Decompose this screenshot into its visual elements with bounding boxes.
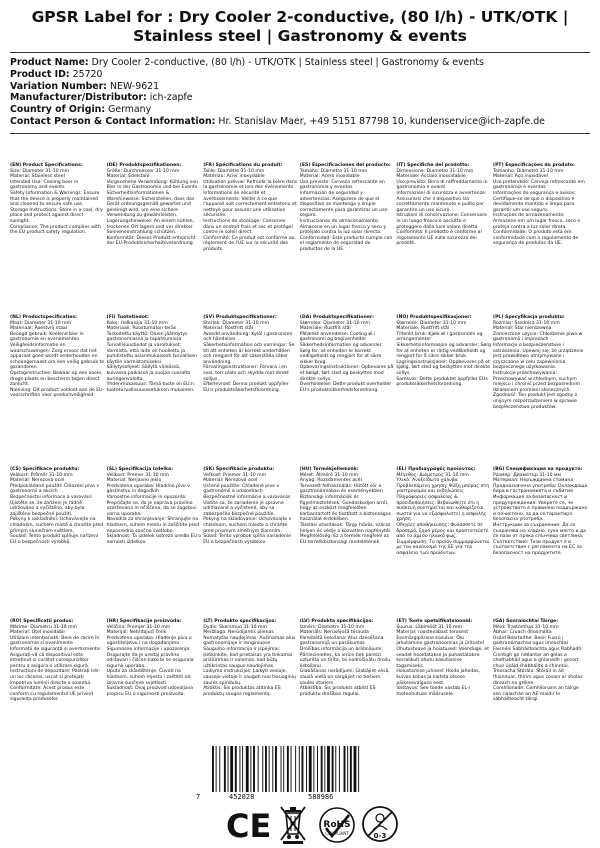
barcode-bar (224, 746, 226, 792)
spec-block (396, 163, 493, 315)
spec-body: Størrelse: Diameter 31-10 mm Materiale: Rustfrit stål Påtænkt anvendelse: Cooling øl i gastronomi og begivenheder Sikkerhedsinformation og advarsler: Sørg for, at enheden er korrekt vedligeholdt og rengjort for at sikre sikker brug. Opbevaringsinstruktioner: Opbevares på et køligt, tørt sted og beskyttes mod direkte sollys. Overholdelse: Dette produkt overholder EU's produktsikkerhedsforordning. (299, 320, 394, 393)
age-warning-text: 0-3 (373, 832, 387, 840)
spec-heading: (FR) Spécifications du produit: (203, 163, 283, 168)
spec-heading: (SL) Specifikacija izdelka: (106, 467, 173, 472)
barcode-bar (235, 746, 237, 792)
title-divider (10, 52, 590, 53)
spec-block (493, 315, 590, 467)
spec-body: Veľkosť: Priemer 31-10 mm Materiál: Nerezová oceľ Určené použitie: Chladené pivo v gastronómii a udalostiach Bezpečnostné informácie a varovania: Uistite sa, že zariadenie je správne udržiavané a vyčistené, aby sa zabezpečilo bezpečné použitie. Pokyny na skladovanie: Uchovávajte v chladnom, suchom mieste a chráňte pred priamym slnečným žiarením. Súlad: Tento výrobok spĺňa nariadenie EÚ o bezpečnosti výrobkov. (203, 472, 292, 545)
product-info (0, 57, 600, 128)
barcode-digit-lead: 7 (196, 793, 201, 801)
rohs-text: RoHS (323, 820, 351, 830)
barcode-bar (262, 746, 263, 792)
barcode-bar (230, 746, 233, 792)
info-row (10, 116, 590, 128)
spec-body: Méid: Trastomhas 31-10 mm Ábhar: Cruach dhosmálta Úsáid Beartaithe: Beoir Fuarú i gastranómachas agus imeachtaí Faisnéis Sábháilteachta agus Rabhadh: Cinntigh go ndéantar an gléas a chothabháil agus a ghlanadh i gceart chun úsáid shábháilte a chinntiú. Treoracha Stórála: Stóráil in áit fhionnuar, thirim agus cosain ar sholas díreach na gréine. Comhlíonadh: Comhlíonann an táirge seo rialachán an AE maidir le sábháilteacht táirgí. (492, 624, 583, 703)
barcode-bar (335, 746, 336, 792)
barcode-bar (327, 746, 330, 792)
spec-heading: (NL) Productspecificaties: (10, 315, 77, 320)
barcode-bar (253, 746, 255, 792)
barcode-bar (317, 746, 318, 792)
barcode-bar (321, 746, 323, 792)
spec-heading: (DA) Produktspecifikationer: (299, 315, 374, 320)
weee-bin-icon (278, 802, 308, 844)
spec-heading: (PT) Especificações do produto: (492, 163, 575, 168)
spec-heading: (HR) Specifikacije proizvoda: (106, 619, 182, 624)
spec-heading: (IT) Specifiche del prodotto: (396, 163, 470, 168)
barcode-bar (295, 746, 296, 792)
barcode-bar (242, 746, 243, 792)
spec-body: Veličina: Promjer 31-10 mm Materijal: Nehrđajući čelik Predviđena uporaba: Hlađenje piva u ugostiteljstvu i na događanjima Sigurnosne informacije i upozorenja: Osigurajte da je uređaj pravilno održavan i čišćen kako bi se osigurala sigurna uporaba. Upute za skladištenje: Čuvati na hladnom, suhom mjestu i zaštititi od izravne sunčeve svjetlosti. Sukladnost: Ovaj proizvod udovoljava propisu EU o sigurnosti proizvoda. (106, 624, 194, 697)
barcode-bar (324, 746, 325, 792)
info-row (10, 104, 590, 116)
page-title: GPSR Label for : Dry Cooler 2-conductive, (80 l/h) - UTK/OTK | Stainless steel | Gastronomy & events (31, 8, 569, 45)
barcode-bar (258, 746, 259, 792)
barcode (208, 746, 370, 792)
spec-body: Tamaño: Diámetro 31-10 mm Material: Acero inoxidable Uso previsto: Cerveza refrescante en gastronomía y eventos Información de seguridad y advertencias: Asegúrese de que el dispositivo se mantenga y limpie correctamente para garantizar un uso seguro. Instrucciones de almacenamiento: Almacene en un lugar fresco y seco y protéjalo contra la luz solar directa. Conformidad: Este producto cumple con el reglamento de seguridad de productos de la UE. (299, 168, 393, 252)
spec-body: Dydis: Skersmuo 31-10 mm Medžiaga: Nerūdijantis plienas Numatytas naudojimas: Aušinamas alus gastronomijoje ir renginiuose Saugumo informacija ir įspėjimai: Įsitikinkite, kad prietaisas yra tinkamai prižiūrimas ir valomas, kad būtų užtikrintas saugus naudojimas. Laikymo instrukcijos: Laikyti vėsioje, sausoje vietoje ir saugoti nuo tiesioginių saulės spindulių. Atitiktis: Šis produktas atitinka ES produktų saugos reglamentą. (203, 624, 296, 697)
barcode-bar (344, 746, 346, 792)
info-value: ich-zapfe (149, 92, 193, 104)
barcode-bar (281, 746, 282, 792)
spec-body: Størrelse: Diameter 31-10 mm Materiale: Rustfritt stål Tiltenkt bruk: Kjøle øl i gastronomi og arrangementer Sikkerhetsinformasjon og advarsler: Sørg for at enheten er riktig vedlikeholdt og rengjort for å sikre sikker bruk. Lagringsinstruksjoner: Oppbevares på et kjølig, tørt sted og beskyttes mot direkte sollys. Samsvar: Dette produktet oppfyller EUs produktsikkerhetsforordning. (396, 320, 491, 388)
spec-body: Izmērs: Diametrs 31-10 mm Materiāls: Nerūsējošā tērauda Paredzētā lietošana: Alus dzesēšana gastronomijā un pasākumos Drošības informācija un brīdinājumi: Pārliecinieties, ka ierīce tiek pareizi uzturēta un tīrīta, lai nodrošinātu drošu lietošanu. Glabāšanas norādījumi: Glabājiet vēsā, sausā vietā un sargājiet no tiešiem saules stariem. Atbilstība: Šis produkts atbilst ES produktu drošības regulai. (299, 624, 391, 697)
spec-heading: (SV) Produktspecifikationer: (203, 315, 277, 320)
barcode-bar (228, 746, 229, 792)
barcode-bars (208, 746, 370, 792)
spec-heading: (EN) Product Specifications: (10, 163, 83, 168)
spec-body: Rozmiar: Średnica 31-10 mm Materiał: Stal nierdzewna Zamierzone użycie: Chłodzenie piwa w gastronomii i imprezach Informacje o bezpieczeństwie i ostrzeżenia: Upewnij się, że urządzenie jest prawidłowo utrzymywane i czyszczone w celu zapewnienia bezpiecznego użytkowania. Instrukcje przechowywania: Przechowywać w chłodnym, suchym miejscu i chronić przed bezpośrednim działaniem promieni słonecznych. Zgodność: Ten produkt jest zgodny z unijnym rozporządzeniem w sprawie bezpieczeństwa produktów. (492, 320, 584, 410)
spec-body: Größe: Durchmesser 31-10 mm Material: Edelstahl Vorgesehene Verwendung: Kühlung von Bier in der Gastronomie und bei Events Sicherheitsinformationen & Warnhinweise: Sicherstellen, dass das Gerät ordnungsgemäß gewartet und gereinigt wird, um eine sichere Verwendung zu gewährleisten. Lagerungshinweise: An einem kühlen, trockenen Ort lagern und vor direkter Sonneneinstrahlung schützen. Konformität: Dieses Produkt entspricht der EU-Produktsicherheitsverordnung. (106, 168, 199, 247)
info-row (10, 69, 590, 81)
info-key: Manufacturer/Distributor: (10, 92, 147, 104)
spec-body: Suurus: Läbimõõt 31-10 mm Materjal: roostevabast terasest Eesmärgipärane kasutus: Õlu jahutamine gastronoomias ja üritustel Ohutusteave ja hoiatused: Veenduge, et seadet hooldatakse ja puhastatakse korralikult ohutu kasutamise tagamiseks. Hoiustamise juhised: Hoida jahedas, kuivas kohas ja kaitsta otsese päikesevalguse eest. Vastavus: See toode vastab EL-i tooteohutuse määrusele. (396, 624, 490, 697)
spec-heading: (NO) Produktspesifikasjoner: (396, 315, 472, 320)
spec-block (203, 315, 300, 467)
specs-row (10, 467, 590, 619)
spec-body: Velikost: Průměr 31-10 mm Materiál: Nerezová ocel Předpokládané použití: Chlazení piva v gastronomii a akcích Bezpečnostní informace a varování: Ujistěte se, že zařízení je řádně udržováno a vyčištěno, aby bylo zajištěno bezpečné použití. Pokyny k uskladnění: Uchovávejte na chladném, suchém místě a chraňte před přímým slunečním světlem. Soulad: Tento produkt splňuje nařízení EU o bezpečnosti výrobků. (10, 472, 104, 545)
spec-block (10, 315, 107, 467)
info-key: Variation Number: (10, 80, 108, 92)
info-value: 25720 (72, 68, 103, 80)
spec-heading: (BG) Спецификация на продукта: (492, 467, 583, 472)
spec-block (396, 315, 493, 467)
info-key: Product Name: (10, 57, 89, 68)
barcode-bar (306, 746, 307, 792)
barcode-bar (291, 746, 292, 792)
spec-heading: (LV) Produkta specifikācijas: (299, 619, 374, 624)
barcode-bar (275, 746, 277, 792)
barcode-bar (246, 746, 249, 792)
barcode-bar (313, 746, 314, 792)
ce-mark-icon (224, 807, 272, 845)
spec-heading: (ET) Toote spetsifikatsioonid: (396, 619, 473, 624)
barcode-bar (219, 746, 220, 792)
rohs-sub-text: COMPLIANT (325, 831, 349, 836)
spec-block (107, 467, 204, 619)
ce-mark-text: CE (226, 807, 272, 845)
barcode-bar (350, 746, 352, 792)
info-row (10, 57, 590, 69)
spec-heading: (HU) Termékjellemzők: (299, 467, 359, 472)
barcode-bar (339, 746, 340, 792)
info-key: Contact Person & Contact Information: (10, 115, 216, 127)
info-divider (10, 133, 590, 134)
barcode-bar (309, 746, 312, 792)
barcode-bar (212, 746, 214, 792)
age-warning-icon (360, 804, 400, 844)
barcode-bar (272, 746, 273, 792)
spec-block (107, 315, 204, 467)
spec-heading: (DE) Produktspezifikationen: (106, 163, 182, 168)
info-value: NEW-9621 (110, 80, 160, 92)
info-key: Country of Origin: (10, 104, 106, 116)
spec-block (396, 467, 493, 619)
spec-heading: (PL) Specyfikacja produktu: (492, 315, 565, 320)
spec-heading: (GA) Sonraíochtaí Táirge: (492, 619, 559, 624)
spec-body: Koko: Halkaisija 31-10 mm Materiaali: Ruostumaton teräs Tarkoitettu käyttö: Oluen jäähdytys gastronomiassa ja tapahtumissa Turvallisuustiedot ja varoitukset: Varmista, että laite on huollettu ja puhdistettu asianmukaisesti turvallisen käytön varmistamiseksi. Säilytysohjeet: Säilytä viileässä, kuivassa paikassa ja suojaa suoralta auringonvalolta. Yhdenmukaisuus: Tämä tuote on EU:n tuoteturvallisuusasetuksen mukainen. (106, 320, 198, 393)
spec-heading: (RO) Specificații produs: (10, 619, 74, 624)
info-value: Germany (108, 104, 152, 116)
barcode-digits-left: 452028 (229, 793, 255, 801)
barcode-bar (332, 746, 334, 792)
barcode-bar (216, 746, 217, 792)
barcode-bar (239, 746, 240, 792)
barcode-digits-right: 588986 (308, 793, 334, 801)
spec-block (10, 163, 107, 315)
spec-body: Storlek: Diameter 31-10 mm Material: Rostfritt stål Avsedd användning: Kylöl i gastronomi och händelser Säkerhetsinformation och varningar: Se till att enheten är korrekt underhållen och rengjord för att säkerställa säker användning. Förvaringsinstruktioner: Förvara i en sval, torr plats och skydda mot direkt solljus. Efterlevnad: Denna produkt uppfyller EU:s produktsäkerhetsförordning. (203, 320, 295, 393)
info-row (10, 92, 590, 104)
barcode-bar (302, 746, 304, 792)
info-row (10, 81, 590, 93)
barcode-bar (265, 746, 267, 792)
spec-block (203, 163, 300, 315)
specs-row (10, 163, 590, 315)
spec-body: Dimensione: Diametro 31-10 mm Materiale: Acciaio inossidabile Uso previsto: Birra di raffreddamento in gastronomia e eventi Informazioni di sicurezza e avvertenze: Assicurarsi che il dispositivo sia correttamente mantenuto e pulito per garantire un uso sicuro. Istruzioni di conservazione: Conservare in un luogo fresco e asciutto e proteggere dalla luce solare diretta. Conformità: Il prodotto è conforme al regolamento UE sulla sicurezza dei prodotti. (396, 168, 488, 247)
spec-body: Tamanho: Diâmetro 31-10 mm Material: Aço inoxidável Uso pretendido: Cerveja refrescante em gastronomia e eventos Informações de segurança e avisos: Certifique-se de que o dispositivo é devidamente mantido e limpo para garantir um uso seguro. Instruções de armazenamento: Armazene em um lugar fresco, seco e proteja contra a luz solar direta. Conformidade: O produto está em conformidade com o regulamento de segurança de produtos da UE. (492, 168, 585, 247)
rohs-icon (318, 806, 356, 844)
spec-body: Μέγεθος: Διάμετρος 31-10 mm Υλικό: Ανοξείδωτο χάλυβα Προβλεπόμενη χρήση: Ψύξη μπύρας στη γαστρονομία και εκδηλώσεις Πληροφορίες ασφαλείας & προειδοποιήσεις: Βεβαιωθείτε ότι η συσκευή συντηρείται και καθαρίζεται σωστά για να εξασφαλιστεί η ασφαλής χρήση. Οδηγίες αποθήκευσης: Φυλάσσετε σε δροσερό, ξηρό μέρος και προστατεύετε από το άμεσο ηλιακό φως. Συμμόρφωση: Το προϊόν συμμορφώνεται με τον κανονισμό της ΕΕ για την ασφάλεια των προϊόντων. (396, 472, 490, 556)
spec-body: Mărime: Diametru 31-10 mm Material: Oțel inoxidabil Utilizare intenționată: Bere de răcire în gastronomie și evenimente Informații de siguranță și avertismente: Asigurați-vă că dispozitivul este întreținut și curățat corespunzător pentru a asigura o utilizare sigură. Instrucțiuni de depozitare: Păstrați într-un loc răcoros, uscat și protejați împotriva luminii directe a soarelui. Conformitate: Acest produs este conform cu regulamentul UE privind siguranța produselor. (10, 624, 102, 703)
info-key: Product ID: (10, 68, 70, 80)
barcode-bar (250, 746, 251, 792)
spec-heading: (ES) Especificaciones del producto: (299, 163, 391, 168)
barcode-bar (358, 746, 359, 792)
barcode-bar (283, 746, 284, 792)
info-value: Hr. Stanislav Maer, +49 5151 87798 10, kundenservice@ich-zapfe.de (218, 115, 545, 127)
info-value: Dry Cooler 2-conductive, (80 l/h) - UTK/OTK | Stainless steel | Gastronomy & events (91, 57, 484, 68)
barcode-bar (287, 746, 289, 792)
spec-body: Size: Diameter 31-10 mm Material: Stainless steel Intended Use: Cooling beer in gastronomy and events Safety Information & Warnings: Ensure that the device is properly maintained and cleaned to ensure safe use. Storage Instructions: Store in a cool, dry place and protect against direct sunlight. Compliance: The product complies with the EU product safety regulation. (10, 168, 103, 236)
spec-block (107, 163, 204, 315)
specs-row (10, 315, 590, 467)
spec-heading: (FI) Tuotetiedot: (106, 315, 149, 320)
spec-heading: (CS) Specifikace produktu: (10, 467, 80, 472)
barcode-bar (354, 746, 357, 792)
spec-heading: (EL) Προδιαγραφές προϊόντος: (396, 467, 476, 472)
barcode-bar (299, 746, 300, 792)
barcode-bar (347, 746, 348, 792)
barcode-bar (269, 746, 270, 792)
spec-body: Taille: Diamètre 31-10 mm Matériau: Acier inoxydable Utilisation prévue: Refroidir la bière dans la gastronomie et lors des événements Informations de sécurité et avertissements: Veiller à ce que l'appareil soit correctement entretenu et nettoyé pour assurer une utilisation sécurisée. Instructions de stockage: Conserver dans un endroit frais et sec et protéger contre le soleil direct. Conformité: Ce produit est conforme au règlement de l'UE sur la sécurité des produits. (203, 168, 298, 252)
spec-body: Maat: Diameter 31-10 mm Materiaal: Roestvrij staal Beoogd gebruik: Koelend bier in gastronomie en evenementen Veiligheidsinformatie en waarschuwingen: Zorg ervoor dat het apparaat goed wordt onderhouden en schoongemaakt om een veilig gebruik te garanderen. Opslaginstructies: Bewaar op een koele, droge plaats en bescherm tegen direct zonlicht. Naleving: Dit product voldoet aan de EU-voorschriften voor productveiligheid. (10, 320, 105, 399)
spec-body: Размер: Диаметър 31-10 мм Материал: Неръждаема стомана Предназначена употреба: Охлаждаща бира в гастрономията и събития Информация за безопасност и предупреждения: Уверете се, че устройството е правилно поддържано и почистено, за да се гарантира безопасна употреба. Инструкции за съхранение: Да се съхранява на хладно, сухо място и да се пази от пряка слънчева светлина. Съответствие: Този продукт е в съответствие с регламента на ЕС за безопасност на продуктите. (492, 472, 588, 556)
spec-heading: (SK) Špecifikácie produktu: (203, 467, 275, 472)
spec-block (493, 163, 590, 315)
specs-grid (10, 163, 590, 771)
spec-heading: (LT) Produkto specifikacijos: (203, 619, 277, 624)
spec-body: Méret: Átmérő 31-10 mm Anyag: Rozsdamentes acél Tervezett felhasználás: Hűtött sör a gasztronómiában és eseményekben Biztonsági információk és figyelmeztetések: Gondoskodjon arról, hogy az eszközt megfelelően karbantartott és tisztított a biztonságos használat érdekében. Tárolási utasítások: Tárgy hűvös, száraz helyen és védje a közvetlen napfénytől. Megfelelőség: Ez a termék megfelel az EU termékbiztonsági rendeletének. (299, 472, 392, 545)
spec-block (300, 467, 397, 619)
spec-block (300, 163, 397, 315)
spec-block (300, 315, 397, 467)
spec-block (203, 467, 300, 619)
label-footer (0, 746, 600, 848)
spec-body: Velikost: Premer 31-10 mm Material: Nerjavno jeklo Predvidena uporaba: Hladilno pivo v gostinstvu in dogodkih Varnostne informacije in opozorila: Prepričajte se, da je naprava pravilno vzdrževana in očiščena, da se zagotovi varna uporaba. Navodila za shranjevanje: Shranjujte na hladnem, suhem mestu in zaščitite pred neposredno sončno svetlobo. Skladnost: Ta izdelek ustreza uredbi EU o varnosti izdelkov. (106, 472, 202, 545)
spec-block (10, 467, 107, 619)
spec-block (493, 467, 590, 619)
